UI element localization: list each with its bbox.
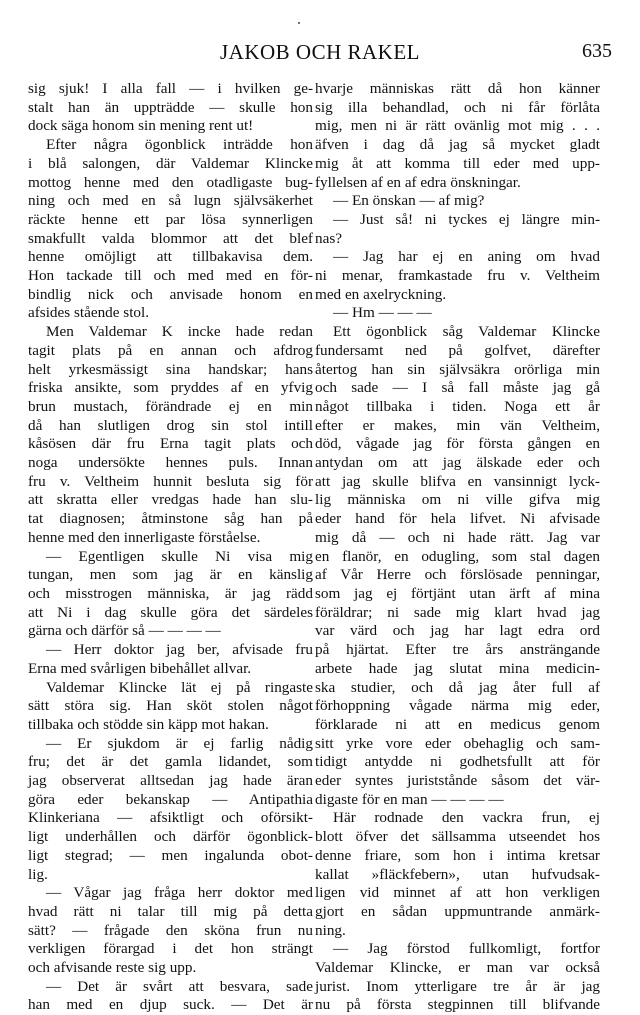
text-line: — Just så! ni tyckes ej längre min- [333,210,600,228]
text-line: ligt stegrad; — men ingalunda obot- [28,846,313,864]
text-line: Här rodnade den vackra frun, ej [333,809,600,827]
text-line: att skratta eller vredgas hade han slu- [28,491,313,509]
text-line: att Ni i dag skulle göra det särdeles [28,603,313,621]
left-text-column [28,80,313,1015]
text-line: mig, men ni är rätt ovänlig mot mig . . . [315,117,600,135]
text-line: efter er makes, min vän Veltheim, [315,416,600,434]
text-line: tidigt antydde ni godhetsfullt att för [315,753,600,771]
text-line: — Er sjukdom är ej farlig nådig [46,734,313,752]
text-line: sitt yrke vore eder obehaglig och sam- [315,734,600,752]
text-line: dock säga honom sin mening rent ut! [28,117,254,135]
text-line: föräldrar; ni sade mig klart hvad jag [315,603,600,621]
text-line: Valdemar Klincke lät ej på ringaste [46,678,313,696]
text-line: mig åt att komma till eder med upp- [315,154,600,172]
text-line: afsides stående stol. [28,304,150,322]
text-line: henne omöjligt att tillbakavisa dem. [28,248,313,266]
text-line: återtog han sin självsäkra orörliga min [315,360,600,378]
text-line: ning. [315,921,346,939]
text-line: fundersamt ned på golfvet, därefter [315,341,600,359]
text-line: tagit plats på en annan och afdrog [28,341,313,359]
text-line: kallat »fläckfebern», utan hufvudsak- [315,865,600,883]
text-line: — Jag förstod fullkomligt, fortfor [333,940,600,958]
text-line: fyllelsen af en af edra önskningar. [315,173,521,191]
text-line: sig sjuk! I alla fall — i hvilken ge- [28,80,313,97]
text-line: — Hm — — — [333,304,432,322]
text-line: mig då — och ni hade rätt. Jag var [315,528,600,546]
text-line: sätt? — frågade den sköna frun nu [28,921,313,939]
text-line: Ett ögonblick såg Valdemar Klincke [333,323,600,341]
text-line: jurist. Inom ytterligare tre år är jag [315,977,600,995]
text-line: något tillbaka i tiden. Noga ett år [315,397,600,415]
text-line: fru v. Veltheim hunnit besluta sig för [28,472,313,490]
text-line: henne med den innerligaste förståelse. [28,528,261,546]
text-line: digaste för en man — — — — [315,790,504,808]
text-line: antydan om att jag älskade eder och [315,454,600,472]
text-line: lig människa om ni ville gifva mig [315,491,600,509]
text-line: Efter några ögonblick inträdde hon [46,136,313,154]
text-line: blott öfver det sällsamma utseendet hos [315,828,600,846]
text-line: lig. [28,865,48,883]
text-line: sätt störa sig. Han sköt stolen något [28,697,313,715]
page-number: 635 [582,40,612,62]
text-line: noga undersökte hennes puls. Innan [28,454,313,472]
text-line: — Vågar jag fråga herr doktor med [46,884,313,902]
text-line: — En önskan — af mig? [333,192,485,210]
text-line: hvarje människas rätt då hon känner [315,80,600,97]
text-line: göra eder bekanskap — Antipathia [28,790,313,808]
text-line: död, vågade jag för första gången en [315,435,600,453]
print-speck [298,22,300,24]
text-line: bindlig nick och anvisade honom en [28,285,313,303]
text-line: stalt han än uppträdde — skulle hon [28,98,313,116]
text-line: — Jag har ej en aning om hvad [333,248,600,266]
text-line: och misstrogen människa, är jag rädd [28,584,313,602]
text-line: ska studier, och då jag åter full af [315,678,600,696]
text-line: en flanör, en odugling, som stal dagen [315,547,600,565]
text-line: denne friare, som hon i intima kretsar [315,846,600,864]
text-line: i blå salongen, där Valdemar Klincke [28,154,313,172]
right-text-column [315,80,600,1015]
text-line: ni menar, framkastade fru v. Veltheim [315,267,600,285]
text-line: — Herr doktor jag ber, afvisade fru [46,641,313,659]
text-line: räckte henne ett par lösa synnerligen [28,210,313,228]
text-line: Hon tackade till och med med en för- [28,267,313,285]
text-line: eder syntes juriststånde såsom det vär- [315,772,600,790]
text-line: kåsösen där fru Erna tagit plats och [28,435,313,453]
text-line: ligen vid minnet af att hon verkligen [315,884,600,902]
text-line: tillbaka och stödde sin käpp mot hakan. [28,715,269,733]
text-line: att jag skulle blifva en vansinnigt lyck- [315,472,600,490]
text-line: Valdemar Klincke, er man var också [315,959,600,977]
text-line: hvad rätt ni talar till mig på detta [28,902,313,920]
text-line: af Vår Herre och förslösade penningar, [315,566,600,584]
text-line: brun mustach, förändrade ej en min [28,397,313,415]
text-line: tungan, men som jag är en känslig [28,566,313,584]
text-line: friska ansikte, som pryddes af en yfvig [28,379,313,397]
text-line: och sade — I så fall måste jag gå [315,379,600,397]
text-line: sig illa behandlad, och ni får förlåta [315,98,600,116]
text-line: då han slutligen drog sin stol intill [28,416,313,434]
text-line: jag observerat alltsedan jag hade äran [28,772,313,790]
text-line: tat diagnosen; åtminstone såg han på [28,510,313,528]
text-line: ning och med en så lugn självsäkerhet [28,192,313,210]
text-line: gjort en sådan uppmuntrande anmärk- [315,902,600,920]
text-line: fru; det är det gamla lidandet, som [28,753,313,771]
text-line: äfven i dag då jag så mycket gladt [315,136,600,154]
running-header [28,40,612,70]
text-line: förhoppning vågade närma mig eder, [315,697,600,715]
text-line: Klinkeriana — afsiktligt och oförsikt- [28,809,313,827]
text-line: nas? [315,229,342,247]
text-line: — Det är svårt att besvara, sade [46,977,313,995]
text-line: verkligen förargad i det hon strängt [28,940,313,958]
text-line: och afvisande reste sig upp. [28,959,197,977]
text-line: på hjärtat. Efter tre års ansträngande [315,641,600,659]
text-line: Erna med svårligen bibehållet allvar. [28,659,252,677]
text-line: han med en djup suck. — Det är [28,996,313,1014]
running-title: JAKOB OCH RAKEL [219,40,420,64]
text-line: eder hand för hela lifvet. Ni afvisade [315,510,600,528]
text-line: smakfullt valda blommor att det blef [28,229,313,247]
text-line: med en axelryckning. [315,285,447,303]
text-line: var värd och jag har lagt edra ord [315,622,600,640]
text-line: Men Valdemar K incke hade redan [46,323,313,341]
text-line: förklarade ni att en medicus genom [315,715,600,733]
text-line: som jag ej förtjänt utan ärft af mina [315,584,600,602]
text-line: — Egentligen skulle Ni visa mig [46,547,313,565]
text-line: mottog henne med den otadligaste bug- [28,173,313,191]
text-line: helt yrkesmässigt sina handskar; hans [28,360,313,378]
text-line: gärna och därför så — — — — [28,622,221,640]
text-line: nu på första stegpinnen till blifvande [315,996,600,1014]
text-line: ligt underhållen och därför ögonblick- [28,828,313,846]
text-line: arbete hade jag slutat mina medicin- [315,659,600,677]
